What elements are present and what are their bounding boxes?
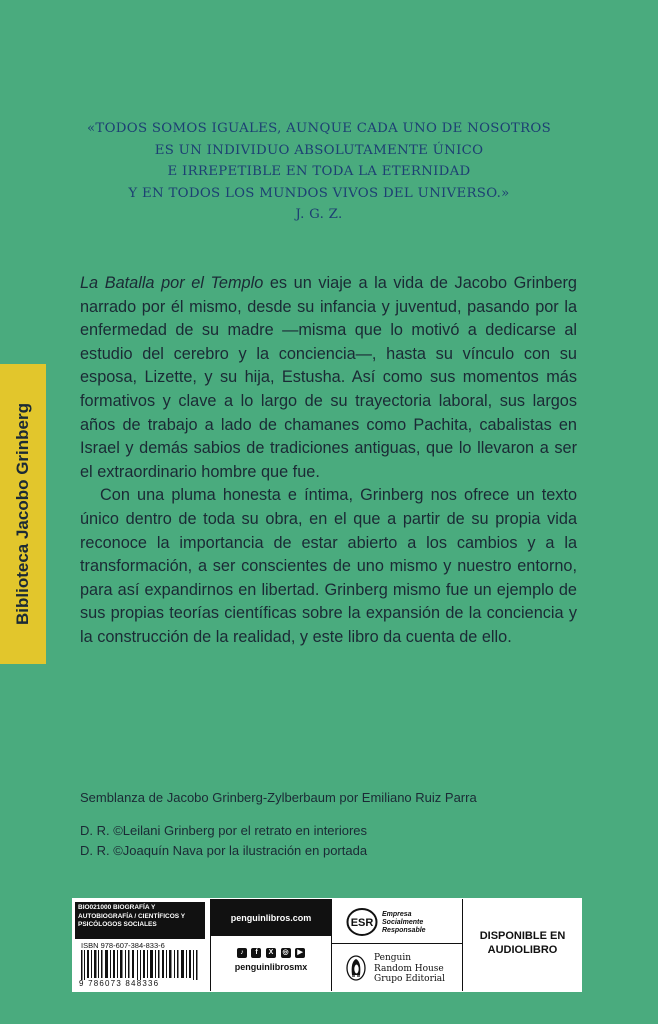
- divider: [332, 943, 462, 944]
- prh-logo-text: [374, 953, 445, 985]
- publisher-logo-cell: [331, 899, 462, 991]
- book-title: La Batalla por el Templo: [80, 274, 264, 292]
- esr-label-line: Socialmente: [382, 919, 424, 926]
- penguin-logo-icon: [346, 955, 366, 981]
- semblanza-credit: Semblanza de Jacobo Grinberg-Zylberbaum por Emiliano Ruiz Parra: [80, 790, 477, 805]
- portrait-credit: D. R. ©Leilani Grinberg por el retrato en interiores: [80, 823, 368, 838]
- isbn-cell: [73, 899, 209, 991]
- barcode-icon: [79, 950, 203, 980]
- credits: [80, 788, 477, 861]
- audiobook-cell: [462, 899, 582, 991]
- cover-credit: D. R. ©Joaquín Nava por la ilustración en portada: [80, 843, 368, 858]
- synopsis-paragraph-2: Con una pluma honesta e íntima, Grinberg nos ofrece un texto único dentro de toda su obra, en el que a partir de su propia vida reconoce la importancia de estar abierto a los cambios y a la transformación, a ser conscientes de uno mismo y nuestro entorno, para así expandirnos en libertad. Grinberg mismo fue un ejemplo de sus propias teorías científicas sobre la expansión de la conciencia y la construcción de la realidad, y este libro da cuenta de ello.: [80, 486, 577, 646]
- tiktok-icon: ♪: [237, 948, 247, 958]
- synopsis-paragraph-1-text: es un viaje a la vida de Jacobo Grinberg narrado por él mismo, desde su infancia y juventud, pasando por la enfermedad de su madre —misma que lo motivó a dedicarse al estudio del cerebro y la conciencia—, hasta su vínculo con su esposa, Lizette, y su hija, Estusha. Así como sus momentos más formativos y clave a lo largo de su trayectoria laboral, sus largos años de trabajo a lado de chamanes como Pachita, cabalistas en Israel y demás sabios de tradiciones antiguas, que lo llevaron a ser el extraordinario hombre que fue.: [80, 274, 577, 481]
- quote-author: J. G. Z.: [295, 207, 343, 222]
- barcode-number: 9 786073 848336: [79, 979, 160, 988]
- facebook-icon: f: [251, 948, 261, 958]
- epigraph-quote: [70, 118, 568, 226]
- social-handle: penguinlibrosmx: [234, 962, 308, 972]
- quote-line: ES UN INDIVIDUO ABSOLUTAMENTE ÚNICO: [154, 142, 484, 158]
- esr-label-line: Empresa: [382, 911, 412, 918]
- prh-line: Grupo Editorial: [374, 974, 445, 984]
- prh-line: Random House: [374, 963, 444, 974]
- quote-line: E IRREPETIBLE EN TODA LA ETERNIDAD: [167, 164, 471, 179]
- quote-line: «TODOS SOMOS IGUALES, AUNQUE CADA UNO DE NOSOTROS: [86, 121, 551, 136]
- series-label: Biblioteca Jacobo Grinberg: [13, 403, 32, 625]
- esr-label-line: Responsable: [382, 927, 426, 934]
- instagram-icon: ◎: [282, 949, 289, 956]
- publisher-web-cell: [210, 899, 331, 991]
- social-icons: [211, 946, 331, 958]
- youtube-icon: ▶: [295, 948, 305, 958]
- barcode-box: [72, 898, 582, 992]
- esr-label: [382, 911, 426, 935]
- synopsis: [80, 272, 577, 650]
- audiobook-line: DISPONIBLE EN: [479, 930, 566, 942]
- website-label: penguinlibros.com: [211, 899, 331, 936]
- bisac-category: BIO021000 BIOGRAFÍA Y AUTOBIOGRAFÍA / CIENTÍFICOS Y PSICÓLOGOS SOCIALES: [75, 902, 205, 939]
- quote-line: Y EN TODOS LOS MUNDOS VIVOS DEL UNIVERSO.»: [128, 185, 510, 201]
- x-icon: X: [266, 948, 276, 958]
- audiobook-notice: [463, 929, 582, 957]
- isbn-text: ISBN 978-607-384-833-6: [81, 941, 165, 950]
- prh-line: Penguin: [374, 953, 412, 963]
- esr-logo-text: ESR: [350, 917, 374, 929]
- esr-logo-icon: [346, 907, 378, 937]
- series-tab: [0, 364, 46, 664]
- synopsis-paragraph-1: [80, 272, 577, 484]
- audiobook-line: AUDIOLIBRO: [487, 944, 558, 956]
